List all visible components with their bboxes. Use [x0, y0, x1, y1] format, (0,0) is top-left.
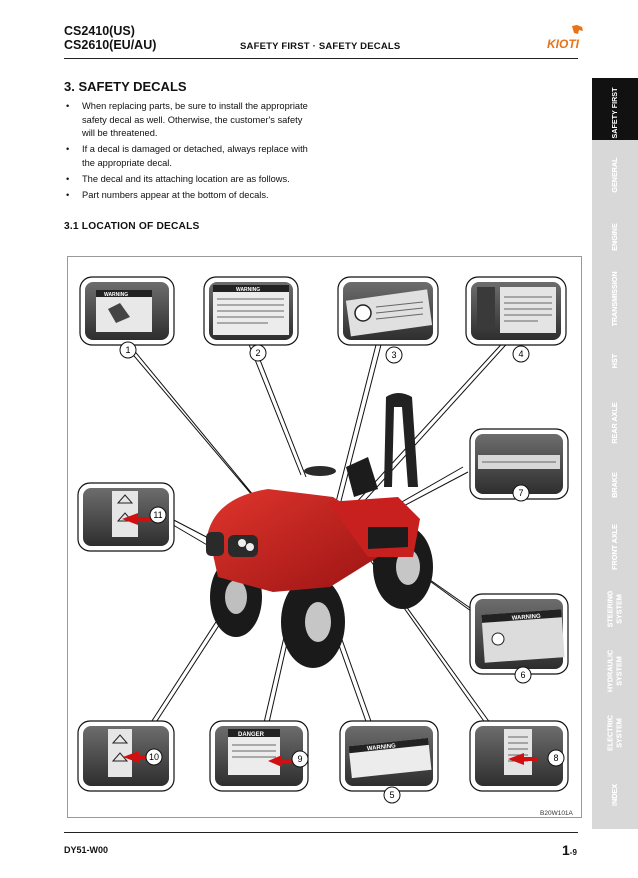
callout-10 [146, 749, 162, 765]
svg-text:11: 11 [153, 510, 163, 520]
header-divider [64, 58, 578, 59]
decal-5-text: WARNING [366, 743, 397, 753]
decal-6-text: WARNING [511, 613, 541, 622]
decal-9-text: DANGER [238, 732, 265, 738]
decal-photo-2 [204, 277, 298, 345]
bullet-list [64, 100, 316, 205]
tab-rear-axle[interactable]: REAR AXLE [592, 388, 638, 459]
svg-text:6: 6 [520, 670, 526, 680]
tab-safety-first[interactable]: SAFETY FIRST [592, 78, 638, 149]
svg-text:8: 8 [553, 753, 559, 763]
kioti-logo [546, 24, 586, 52]
svg-text:9: 9 [297, 754, 303, 764]
svg-text:1: 1 [125, 345, 131, 355]
tab-transmission[interactable]: TRANSMISSION [592, 264, 638, 335]
page-number-main: 1 [562, 842, 570, 858]
bullet-item: • When replacing parts, be sure to install the appropriate safety decal as well. Otherwise, the customer's safety will be threatened. [64, 100, 316, 141]
svg-text:10: 10 [148, 752, 160, 762]
tab-general[interactable]: GENERAL [592, 140, 638, 211]
callout-6 [515, 667, 531, 683]
tab-steering-system[interactable]: STEERING SYSTEM [592, 574, 638, 645]
section-title: 3. SAFETY DECALS [64, 79, 187, 94]
bullet-item: • The decal and its attaching location are as follows. [64, 173, 316, 187]
page-number-sub: -9 [569, 848, 577, 857]
decal-photo-6 [470, 594, 568, 674]
callout-7 [513, 485, 529, 501]
callout-11 [150, 507, 166, 523]
footer-divider [64, 832, 578, 833]
callout-9 [292, 751, 308, 767]
bullet-item: • Part numbers appear at the bottom of decals. [64, 189, 316, 203]
svg-text:3: 3 [391, 350, 397, 360]
decal-location-figure [67, 256, 582, 818]
document-code: DY51-W00 [64, 845, 109, 855]
logo-text: KIOTI [547, 37, 579, 51]
tab-hydraulic-system[interactable]: HYDRAULIC SYSTEM [592, 636, 638, 707]
svg-text:4: 4 [518, 349, 524, 359]
svg-text:2: 2 [255, 348, 261, 358]
subsection-title: 3.1 LOCATION OF DECALS [64, 221, 200, 232]
callout-8 [548, 750, 564, 766]
callout-1 [120, 342, 136, 358]
tab-engine[interactable]: ENGINE [592, 202, 638, 273]
header-title: SAFETY FIRST · SAFETY DECALS [240, 41, 401, 52]
callout-5 [384, 787, 400, 803]
callout-3 [386, 347, 402, 363]
tab-front-axle[interactable]: FRONT AXLE [592, 512, 638, 583]
figure-code: B20W101A [540, 810, 573, 817]
decal-diagram [68, 257, 581, 817]
page-number [562, 842, 577, 858]
model-names [64, 24, 156, 52]
tab-hst[interactable]: HST [592, 326, 638, 397]
model-line-2: CS2610(EU/AU) [64, 38, 157, 52]
svg-text:7: 7 [518, 488, 524, 498]
svg-text:5: 5 [389, 790, 395, 800]
decal-photo-5 [340, 721, 438, 791]
decal-photo-4 [466, 277, 566, 345]
decal-photo-1 [80, 277, 174, 345]
tractor-illustration [206, 393, 433, 668]
tab-index[interactable]: INDEX [592, 760, 638, 831]
decal-1-text: WARNING [104, 292, 129, 298]
tab-electric-system[interactable]: ELECTRIC SYSTEM [592, 698, 638, 769]
callout-2 [250, 345, 266, 361]
decal-2-text: WARNING [236, 287, 261, 293]
callout-4 [513, 346, 529, 362]
model-line-1: CS2410(US) [64, 24, 135, 38]
bullet-item: • If a decal is damaged or detached, always replace with the appropriate decal. [64, 143, 316, 170]
decal-photo-3 [338, 277, 438, 345]
tab-brake[interactable]: BRAKE [592, 450, 638, 521]
